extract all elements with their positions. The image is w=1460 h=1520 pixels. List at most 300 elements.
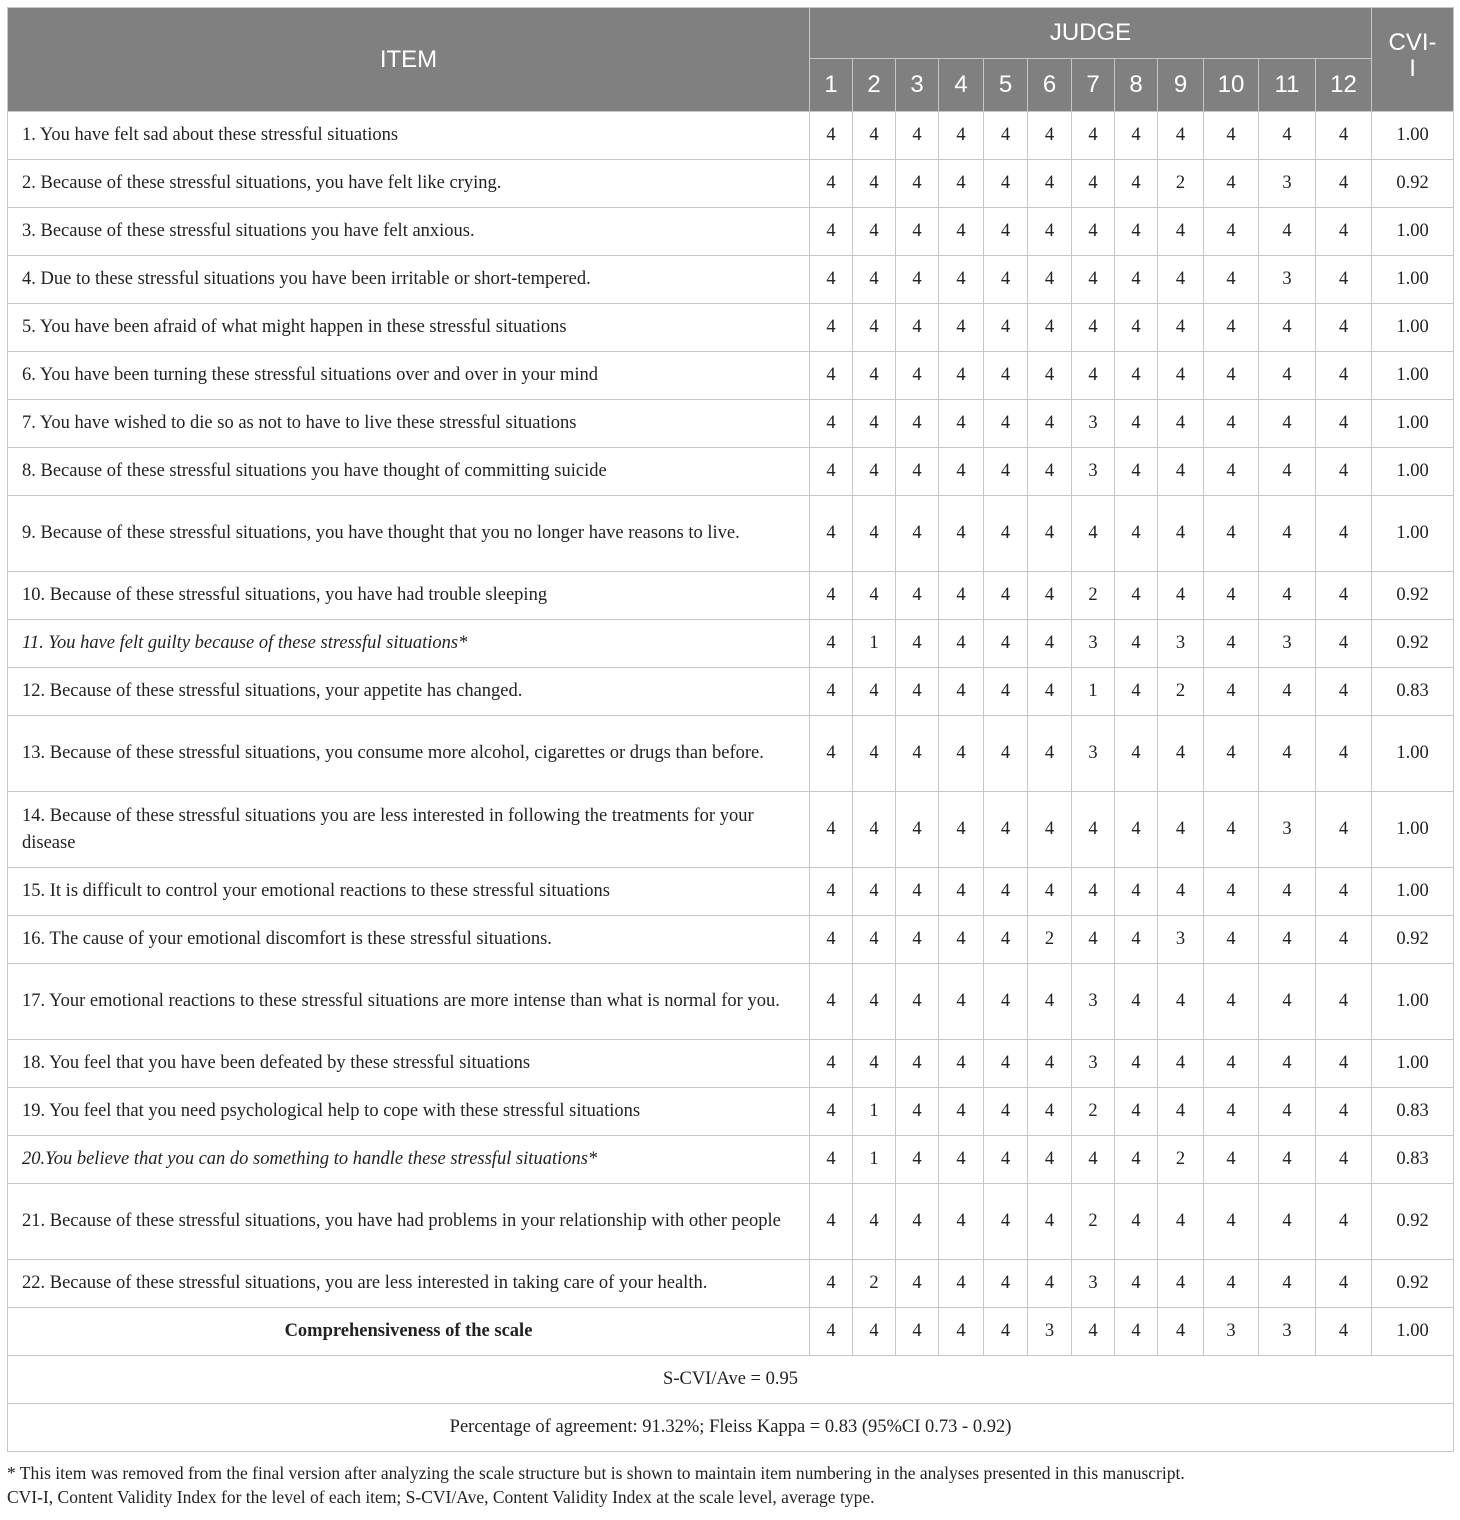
judge-score: 3 [1072,448,1115,496]
item-text: 6. You have been turning these stressful situations over and over in your mind [8,352,810,400]
judge-score: 4 [984,1260,1028,1308]
judge-score: 4 [896,448,939,496]
judge-score: 4 [810,400,853,448]
judge-score: 4 [896,1184,939,1260]
judge-score: 4 [896,916,939,964]
judge-score: 4 [1259,112,1316,160]
judge-score: 4 [1204,448,1259,496]
table-row [8,1136,1454,1184]
judge-score: 4 [984,160,1028,208]
judge-score: 4 [1115,400,1158,448]
judge-score: 3 [1072,964,1115,1040]
judge-score: 4 [1158,400,1204,448]
judge-score: 4 [853,496,896,572]
cvi-value: 1.00 [1372,448,1454,496]
judge-score: 4 [1028,400,1072,448]
judge-score: 4 [939,304,984,352]
judge-score: 4 [984,208,1028,256]
judge-score: 4 [1316,1088,1372,1136]
judge-score: 1 [853,1136,896,1184]
judge-3-header: 3 [896,59,939,112]
judge-score: 4 [1316,1136,1372,1184]
judge-score: 4 [1072,208,1115,256]
judge-score: 4 [810,352,853,400]
judge-score: 4 [896,112,939,160]
judge-score: 4 [896,352,939,400]
judge-score: 2 [853,1260,896,1308]
judge-score: 4 [1316,572,1372,620]
judge-score: 4 [939,1184,984,1260]
item-text: 20.You believe that you can do something to handle these stressful situations* [8,1136,810,1184]
judge-score: 4 [1204,112,1259,160]
judge-score: 4 [1028,668,1072,716]
judge-score: 4 [939,256,984,304]
judge-score: 4 [853,964,896,1040]
judge-score: 4 [1115,868,1158,916]
judge-score: 4 [984,1088,1028,1136]
judge-score: 4 [984,256,1028,304]
judge-score: 4 [896,208,939,256]
item-text: 21. Because of these stressful situations, you have had problems in your relationship with other people [8,1184,810,1260]
table-row [8,716,1454,792]
judge-12-header: 12 [1316,59,1372,112]
judge-4-header: 4 [939,59,984,112]
judge-score: 4 [1204,1184,1259,1260]
judge-score: 4 [853,572,896,620]
judge-score: 4 [853,1308,896,1356]
table-row [8,572,1454,620]
judge-score: 4 [853,716,896,792]
judge-score: 4 [1316,256,1372,304]
item-text: 4. Due to these stressful situations you have been irritable or short-tempered. [8,256,810,304]
judge-score: 4 [810,112,853,160]
table-row [8,964,1454,1040]
judge-score: 4 [984,352,1028,400]
scvi-summary-row [8,1356,1454,1404]
cvi-value: 1.00 [1372,304,1454,352]
judge-score: 4 [939,160,984,208]
judge-score: 3 [1259,620,1316,668]
judge-score: 4 [1115,256,1158,304]
judge-score: 4 [896,400,939,448]
item-text: 5. You have been afraid of what might happen in these stressful situations [8,304,810,352]
judge-score: 4 [984,916,1028,964]
judge-score: 4 [1158,496,1204,572]
item-text: 18. You feel that you have been defeated by these stressful situations [8,1040,810,1088]
table-row [8,868,1454,916]
judge-score: 4 [1259,716,1316,792]
judge-score: 4 [939,208,984,256]
item-text: 14. Because of these stressful situations you are less interested in following the treatments for your disease [8,792,810,868]
judge-score: 4 [1204,964,1259,1040]
judge-score: 4 [939,868,984,916]
table-container [7,7,1453,1509]
judge-score: 3 [1259,160,1316,208]
judge-score: 2 [1158,160,1204,208]
judge-score: 2 [1072,1184,1115,1260]
judge-9-header: 9 [1158,59,1204,112]
cvi-value: 0.83 [1372,1088,1454,1136]
judge-score: 3 [1072,400,1115,448]
judge-score: 4 [896,1260,939,1308]
judge-score: 4 [1072,916,1115,964]
table-row [8,792,1454,868]
judge-score: 4 [1259,916,1316,964]
content-validity-table [7,7,1454,1452]
table-row [8,400,1454,448]
judge-score: 2 [1072,572,1115,620]
judge-score: 4 [810,668,853,716]
judge-score: 4 [1072,112,1115,160]
judge-score: 4 [896,256,939,304]
cvi-value: 1.00 [1372,112,1454,160]
judge-score: 4 [1259,1040,1316,1088]
judge-group-header: JUDGE [810,8,1372,59]
judge-score: 3 [1072,716,1115,792]
judge-score: 4 [939,792,984,868]
judge-score: 4 [1115,668,1158,716]
cvi-value: 0.92 [1372,572,1454,620]
table-row [8,304,1454,352]
judge-score: 4 [853,304,896,352]
table-row [8,916,1454,964]
judge-score: 4 [1204,1088,1259,1136]
judge-score: 4 [896,668,939,716]
table-row [8,1184,1454,1260]
judge-score: 4 [1204,496,1259,572]
judge-score: 4 [1259,964,1316,1040]
judge-score: 4 [1204,1136,1259,1184]
cvi-value: 1.00 [1372,964,1454,1040]
item-text: 1. You have felt sad about these stressful situations [8,112,810,160]
judge-score: 4 [810,792,853,868]
judge-score: 4 [984,716,1028,792]
judge-score: 4 [1204,620,1259,668]
comprehensiveness-label: Comprehensiveness of the scale [8,1308,810,1356]
judge-score: 3 [1072,1040,1115,1088]
judge-score: 4 [1115,160,1158,208]
judge-score: 4 [1204,1260,1259,1308]
agreement-summary-row [8,1404,1454,1452]
judge-score: 4 [810,964,853,1040]
table-row [8,1088,1454,1136]
table-row [8,620,1454,668]
judge-score: 4 [1316,448,1372,496]
judge-7-header: 7 [1072,59,1115,112]
judge-score: 4 [1072,496,1115,572]
judge-score: 4 [1204,1040,1259,1088]
judge-score: 4 [984,112,1028,160]
judge-score: 4 [1115,1088,1158,1136]
judge-score: 4 [939,1308,984,1356]
judge-score: 4 [1316,916,1372,964]
judge-score: 4 [1316,1260,1372,1308]
judge-score: 4 [853,208,896,256]
judge-score: 4 [1204,160,1259,208]
judge-score: 4 [1158,352,1204,400]
judge-score: 4 [1316,1040,1372,1088]
judge-score: 4 [853,160,896,208]
judge-score: 4 [939,916,984,964]
judge-score: 4 [1115,112,1158,160]
judge-score: 4 [984,620,1028,668]
judge-score: 4 [1115,716,1158,792]
comprehensiveness-row [8,1308,1454,1356]
judge-score: 4 [1316,1308,1372,1356]
cvi-value: 1.00 [1372,496,1454,572]
judge-score: 4 [853,792,896,868]
judge-score: 4 [853,400,896,448]
judge-11-header: 11 [1259,59,1316,112]
judge-score: 4 [1316,208,1372,256]
judge-score: 3 [1028,1308,1072,1356]
judge-score: 4 [1158,304,1204,352]
judge-score: 4 [984,400,1028,448]
judge-score: 4 [1158,448,1204,496]
judge-score: 4 [810,916,853,964]
item-text: 10. Because of these stressful situations, you have had trouble sleeping [8,572,810,620]
judge-score: 4 [1204,868,1259,916]
judge-score: 4 [810,448,853,496]
judge-score: 3 [1204,1308,1259,1356]
judge-score: 4 [1316,112,1372,160]
judge-score: 4 [1316,716,1372,792]
judge-score: 4 [1259,304,1316,352]
judge-score: 3 [1259,792,1316,868]
item-text: 9. Because of these stressful situations, you have thought that you no longer have reasons to live. [8,496,810,572]
judge-5-header: 5 [984,59,1028,112]
judge-score: 3 [1072,620,1115,668]
judge-score: 4 [853,448,896,496]
judge-score: 4 [939,496,984,572]
judge-score: 4 [984,304,1028,352]
judge-score: 4 [1028,448,1072,496]
judge-score: 4 [1259,1136,1316,1184]
judge-score: 4 [1316,304,1372,352]
judge-score: 4 [810,496,853,572]
judge-score: 4 [1259,352,1316,400]
judge-score: 4 [896,1308,939,1356]
judge-10-header: 10 [1204,59,1259,112]
judge-score: 4 [1115,620,1158,668]
judge-score: 4 [1316,620,1372,668]
judge-score: 4 [1115,572,1158,620]
judge-score: 4 [1316,792,1372,868]
judge-score: 4 [853,256,896,304]
judge-score: 4 [1316,1184,1372,1260]
table-row [8,496,1454,572]
cvi-value: 1.00 [1372,1308,1454,1356]
judge-score: 1 [853,620,896,668]
judge-score: 4 [1204,352,1259,400]
judge-score: 4 [896,1088,939,1136]
judge-score: 4 [1028,1088,1072,1136]
judge-score: 3 [1072,1260,1115,1308]
judge-score: 4 [1115,964,1158,1040]
item-text: 7. You have wished to die so as not to have to live these stressful situations [8,400,810,448]
item-text: 16. The cause of your emotional discomfort is these stressful situations. [8,916,810,964]
judge-score: 4 [810,256,853,304]
cvi-value: 1.00 [1372,400,1454,448]
judge-score: 2 [1158,1136,1204,1184]
judge-score: 4 [939,572,984,620]
judge-score: 4 [939,448,984,496]
judge-score: 4 [1072,160,1115,208]
judge-score: 4 [896,716,939,792]
judge-score: 3 [1259,1308,1316,1356]
judge-score: 4 [1259,1260,1316,1308]
table-body [8,112,1454,1452]
judge-score: 4 [1158,572,1204,620]
judge-score: 4 [1259,668,1316,716]
judge-score: 4 [810,208,853,256]
judge-score: 3 [1259,256,1316,304]
item-text: 19. You feel that you need psychological help to cope with these stressful situations [8,1088,810,1136]
judge-score: 4 [1072,792,1115,868]
table-header [8,8,1454,112]
judge-score: 4 [896,304,939,352]
judge-score: 4 [939,1088,984,1136]
judge-score: 4 [896,868,939,916]
judge-score: 4 [1204,572,1259,620]
judge-score: 4 [1072,868,1115,916]
judge-score: 4 [939,1136,984,1184]
judge-score: 4 [810,1040,853,1088]
judge-score: 4 [1028,112,1072,160]
judge-score: 4 [896,620,939,668]
cvi-value: 1.00 [1372,256,1454,304]
table-row [8,112,1454,160]
judge-score: 4 [810,1184,853,1260]
cvi-value: 1.00 [1372,208,1454,256]
table-notes [7,1461,1453,1509]
judge-score: 4 [1115,1308,1158,1356]
judge-score: 4 [1158,1260,1204,1308]
judge-score: 4 [1204,256,1259,304]
abbreviation-note: CVI-I, Content Validity Index for the level of each item; S-CVI/Ave, Content Validity Index at the scale level, average type. [7,1487,875,1507]
judge-score: 4 [1158,1088,1204,1136]
judge-score: 4 [984,1040,1028,1088]
judge-score: 4 [1316,964,1372,1040]
judge-score: 4 [984,668,1028,716]
judge-score: 4 [1259,1088,1316,1136]
judge-score: 4 [1028,1040,1072,1088]
judge-score: 4 [1028,352,1072,400]
judge-score: 4 [939,668,984,716]
judge-score: 4 [1115,352,1158,400]
judge-1-header: 1 [810,59,853,112]
cvi-header-label: CVI-I [1388,29,1437,82]
judge-score: 4 [1259,496,1316,572]
judge-score: 4 [1028,964,1072,1040]
judge-score: 4 [896,572,939,620]
judge-score: 4 [984,868,1028,916]
judge-score: 4 [853,1184,896,1260]
judge-score: 4 [1316,160,1372,208]
judge-score: 4 [896,496,939,572]
cvi-value: 0.92 [1372,620,1454,668]
judge-score: 4 [1115,916,1158,964]
table-row [8,208,1454,256]
judge-score: 4 [1158,208,1204,256]
cvi-value: 1.00 [1372,352,1454,400]
judge-score: 4 [1028,256,1072,304]
cvi-value: 1.00 [1372,716,1454,792]
table-row [8,448,1454,496]
judge-score: 4 [1204,400,1259,448]
item-text: 11. You have felt guilty because of these stressful situations* [8,620,810,668]
judge-score: 4 [810,1260,853,1308]
agreement-summary: Percentage of agreement: 91.32%; Fleiss Kappa = 0.83 (95%CI 0.73 - 0.92) [8,1404,1454,1452]
judge-score: 4 [896,964,939,1040]
judge-score: 4 [1028,792,1072,868]
judge-score: 2 [1072,1088,1115,1136]
judge-2-header: 2 [853,59,896,112]
item-column-header: ITEM [8,8,810,112]
judge-score: 4 [810,1308,853,1356]
judge-score: 4 [810,572,853,620]
judge-score: 4 [1115,448,1158,496]
judge-score: 4 [1259,448,1316,496]
judge-score: 4 [1316,668,1372,716]
judge-score: 4 [1158,1040,1204,1088]
judge-score: 3 [1158,620,1204,668]
judge-score: 4 [1204,208,1259,256]
judge-score: 4 [1028,1136,1072,1184]
judge-score: 4 [1204,916,1259,964]
judge-score: 4 [1115,208,1158,256]
item-text: 22. Because of these stressful situations, you are less interested in taking care of your health. [8,1260,810,1308]
judge-score: 4 [853,868,896,916]
judge-score: 4 [896,1136,939,1184]
judge-score: 4 [984,1184,1028,1260]
judge-score: 4 [939,112,984,160]
judge-score: 4 [1072,352,1115,400]
judge-score: 4 [896,792,939,868]
item-text: 3. Because of these stressful situations you have felt anxious. [8,208,810,256]
judge-score: 4 [1028,160,1072,208]
judge-score: 4 [939,716,984,792]
judge-score: 4 [1204,792,1259,868]
judge-8-header: 8 [1115,59,1158,112]
judge-score: 4 [1316,496,1372,572]
table-row [8,256,1454,304]
judge-score: 4 [1115,1040,1158,1088]
judge-score: 4 [810,304,853,352]
judge-score: 2 [1158,668,1204,716]
judge-score: 4 [1316,868,1372,916]
judge-score: 4 [810,1088,853,1136]
judge-score: 4 [810,160,853,208]
asterisk-note: * This item was removed from the final version after analyzing the scale structure but is shown to maintain item numbering in the analyses presented in this manuscript. [7,1463,1185,1483]
cvi-column-header [1372,8,1454,112]
table-row [8,352,1454,400]
judge-score: 4 [984,572,1028,620]
judge-score: 4 [810,868,853,916]
judge-score: 4 [1072,1136,1115,1184]
judge-score: 4 [1259,572,1316,620]
judge-score: 4 [984,496,1028,572]
judge-score: 4 [1028,1260,1072,1308]
judge-score: 4 [1115,496,1158,572]
judge-score: 4 [1316,400,1372,448]
judge-score: 4 [1028,1184,1072,1260]
judge-score: 4 [853,1040,896,1088]
judge-score: 4 [1028,572,1072,620]
judge-score: 4 [1204,668,1259,716]
judge-score: 4 [1158,1308,1204,1356]
judge-score: 4 [1158,868,1204,916]
